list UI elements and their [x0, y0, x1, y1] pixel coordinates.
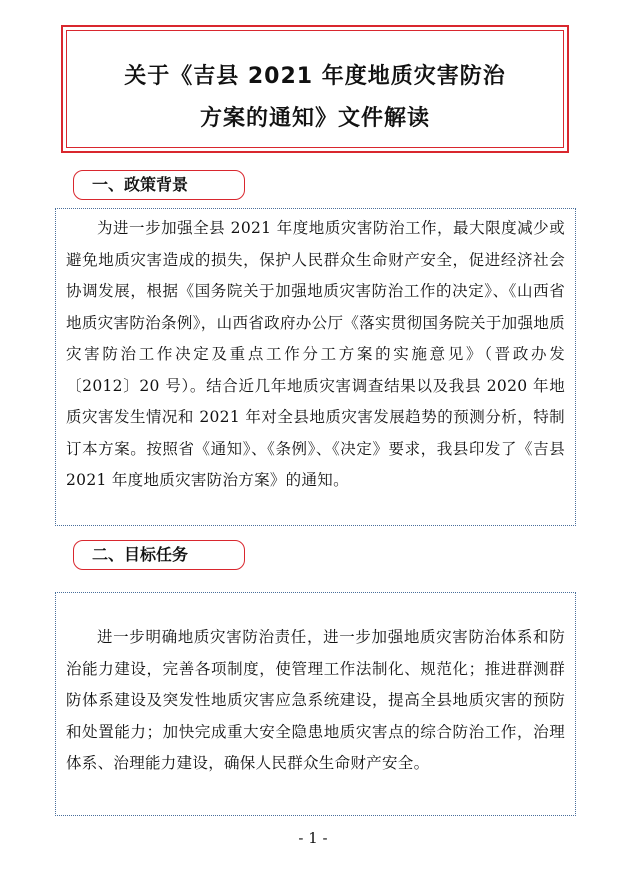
- document-title-box: [61, 25, 569, 153]
- section-body-objectives: 进一步明确地质灾害防治责任，进一步加强地质灾害防治体系和防治能力建设，完善各项制度，使管理工作法制化、规范化；推进群测群防体系建设及突发性地质灾害应急系统建设，提高全县地质灾害的预防和处置能力；加快完成重大安全隐患地质灾害点的综合防治工作，治理体系、治理能力建设，确保人民群众生命财产安全。: [66, 628, 565, 772]
- section-body-policy-background: 为进一步加强全县 2021 年度地质灾害防治工作，最大限度减少或避免地质灾害造成的损失，保护人民群众生命财产安全，促进经济社会协调发展，根据《国务院关于加强地质灾害防治工作的决定》、《山西省地质灾害防治条例》，山西省政府办公厅《落实贯彻国务院关于加强地质灾害防治工作决定及重点工作分工方案的实施意见》（晋政办发〔2012〕20 号）。结合近几年地质灾害调查结果以及我县 2020 年地质灾害发生情况和 2021 年对全县地质灾害发展趋势的预测分析，特制订本方案。按照省《通知》、《条例》、《决定》要求，我县印发了《吉县 2021 年度地质灾害防治方案》的通知。: [66, 219, 565, 489]
- section-panel-objectives: [55, 592, 576, 816]
- document-title-line-2: 方案的通知》文件解读: [199, 106, 430, 131]
- section-heading-policy-background: 一、政策背景: [73, 170, 245, 200]
- page-number: - 1 -: [298, 829, 328, 847]
- document-title-line-1: 关于《吉县 2021 年度地质灾害防治: [124, 64, 506, 89]
- section-panel-policy-background: [55, 208, 576, 526]
- section-heading-objectives: 二、目标任务: [73, 540, 245, 570]
